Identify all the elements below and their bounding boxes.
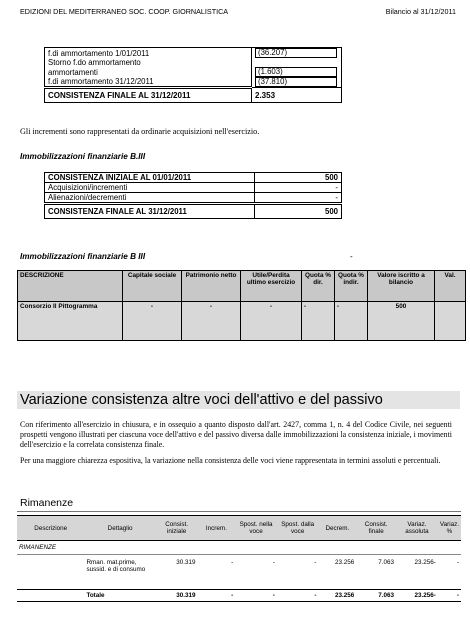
table-cell [17,555,84,590]
table-header-row [18,271,466,302]
table-row [45,77,342,88]
table-cell: - [335,302,368,341]
table-cell: - [302,302,335,341]
column-header: Consist. finale [356,516,396,541]
column-header: Valore iscritto a bilancio [368,271,435,302]
row-value: (37.810) [255,77,337,87]
column-header: Decrem. [318,516,356,541]
table-cell: Consorzio Il Pittogramma [18,302,123,341]
rimanenze-table [17,515,461,602]
table-cell: 500 [368,302,435,341]
column-header: Spost. nella voce [235,516,277,541]
section-title: Immobilizzazioni finanziarie B.III [20,152,146,161]
table-cell: 23.256 [335,559,355,566]
row-label: f.di ammortamento 1/01/2011 [45,48,252,59]
row-label: Storno f.do ammortamento [45,58,252,67]
header-company: EDIZIONI DEL MEDITERRANEO SOC. COOP. GIORNALISTICA [20,7,229,16]
row-value: 500 [255,204,342,219]
table-row [45,193,342,204]
row-value: (36.207) [255,48,337,58]
row-label: f.di ammortamento 31/12/2011 [45,77,252,88]
table-cell: Rman. mat.prime, sussid. e di consumo [86,559,146,573]
table-row [45,183,342,193]
total-row [45,204,342,219]
section-title: Immobilizzazioni finanziarie B III [20,252,146,261]
table-row [45,67,342,77]
rimanenze-heading: Rimanenze [20,497,74,509]
paragraph-incrementi: Gli incrementi sono rappresentati da ordinarie acquisizioni nell'esercizio. [20,127,260,136]
table-cell: - [272,559,275,566]
heading-divider [17,511,461,512]
row-value: 500 [255,173,342,183]
column-header: Utile/Perdita ultimo esercizio [241,271,302,302]
paragraph-chiarezza: Per una maggiore chiarezza espositiva, la variazione nella consistenza delle voci viene rappresentata in termini assoluti e percentuali. [20,456,441,465]
row-value: - [255,193,342,204]
table-header-row [17,516,461,541]
table-cell: 30.319 [176,559,196,566]
column-header: Variaz. assoluta [396,516,438,541]
table-cell: - [456,559,459,566]
column-header: Descrizione [17,516,84,541]
section-dash: - [350,252,353,261]
table-row [18,302,466,341]
column-header: Capitale sociale [123,271,182,302]
table-cell: 7.063 [378,559,395,566]
total-value: 2.353 [252,88,342,103]
table-cell: 23.256- [414,559,436,566]
table-cell: - [314,559,317,566]
row-value [252,58,342,67]
table-cell: 23.256 [318,590,356,602]
section-heading: Variazione consistenza altre voci dell'attivo e del passivo [17,391,460,409]
table-row [45,58,342,67]
column-header: Spost. dalla voce [277,516,319,541]
table-cell: - [182,302,241,341]
column-header: Consist. iniziale [156,516,198,541]
row-label: CONSISTENZA INIZIALE AL 01/01/2011 [45,173,255,183]
column-header: Quota % indir. [335,271,368,302]
table-cell: - [197,590,235,602]
column-header: Val. [435,271,466,302]
paragraph-riferimento: Con riferimento all'esercizio in chiusura, e in ossequio a quanto disposto dall'art. 2427, comma 1, n. 4 del Codice Civile, nei seguenti prospetti vengono illustrati per ciascuna voce dell'attivo e del passivo diversa dalle immobilizzazioni la consistenza iniziale, i movimenti dell'esercizio e la correlata consistenza finale. [20,420,452,449]
table-cell: - [277,590,319,602]
table-cell: 23.256- [396,590,438,602]
row-label: Alienazioni/decrementi [45,193,255,204]
table-row [17,555,461,590]
immobilizzazioni-table [44,172,342,219]
column-header: Increm. [197,516,235,541]
table-cell [435,302,466,341]
total-row [17,590,461,602]
column-header: Quota % dir. [302,271,335,302]
column-header: Variaz. % [438,516,461,541]
header-date: Bilancio al 31/12/2011 [385,7,456,16]
column-header: Dettaglio [84,516,155,541]
table-row [45,173,342,183]
table-cell: 7.063 [356,590,396,602]
ammortamento-table [44,47,342,103]
table-row [45,48,342,59]
row-label: Acquisizioni/incrementi [45,183,255,193]
row-label: CONSISTENZA FINALE AL 31/12/2011 [45,204,255,219]
total-row [45,88,342,103]
row-value: (1.603) [255,67,337,77]
table-cell: Totale [84,590,155,602]
table-cell: - [438,590,461,602]
row-value: - [255,183,342,193]
column-header: DESCRIZIONE [18,271,123,302]
table-cell [17,590,84,602]
column-header: Patrimonio netto [182,271,241,302]
section-label: RIMANENZE [17,541,461,555]
total-label: CONSISTENZA FINALE AL 31/12/2011 [45,88,252,103]
row-label: ammortamenti [45,67,252,77]
table-cell: - [231,559,234,566]
table-cell: 30.319 [156,590,198,602]
table-cell: - [241,302,302,341]
section-row [17,541,461,555]
partecipazioni-table [17,270,466,341]
table-cell: - [235,590,277,602]
table-cell: - [123,302,182,341]
